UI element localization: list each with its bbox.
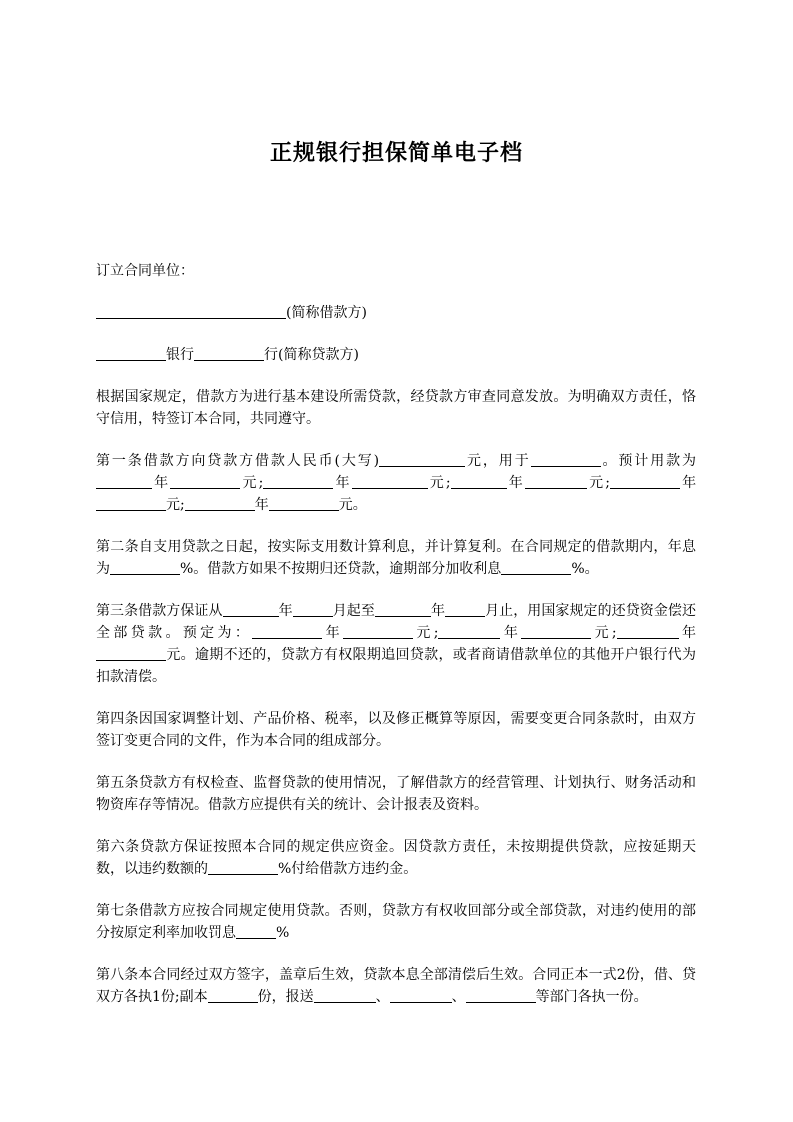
- article-2-text-3: %。: [571, 561, 599, 577]
- repay-start-month-blank[interactable]: [293, 601, 333, 617]
- year-label: 年: [278, 603, 293, 619]
- article-5: [96, 772, 696, 816]
- recipient-2-blank[interactable]: [390, 987, 452, 1003]
- borrower-name-blank[interactable]: [96, 303, 286, 319]
- year-label: 年: [152, 475, 171, 491]
- use-year-5-blank[interactable]: [185, 495, 255, 511]
- lender-branch-suffix: 行(简称贷款方): [264, 347, 359, 363]
- article-8-text-1: 第八条本合同经过双方签字，盖章后生效，贷款本息全部清偿后生效。合同正本一式2份，借、贷双方各执1份;副本: [96, 967, 696, 1005]
- repay-start-year-blank[interactable]: [223, 601, 279, 617]
- use-amount-4-blank[interactable]: [96, 495, 166, 511]
- article-4-text: 第四条因国家调整计划、产品价格、税率，以及修正概算等原因，需要变更合同条款时，由双方签订变更合同的文件，作为本合同的组成部分。: [96, 711, 696, 749]
- article-6: [96, 836, 696, 880]
- yuan-label: 元;: [413, 625, 439, 641]
- penalty-rate-blank[interactable]: [208, 859, 278, 875]
- article-6-text-2: %付给借款方违约金。: [278, 861, 418, 877]
- year-label: 年: [506, 475, 525, 491]
- lender-branch-blank[interactable]: [194, 345, 264, 361]
- yuan-label: 元;: [427, 475, 451, 491]
- penalty-interest-blank[interactable]: [236, 923, 276, 939]
- loan-amount-blank[interactable]: [379, 451, 465, 467]
- article-2-text-2: %。借款方如果不按期归还贷款，逾期部分加收利息: [180, 561, 502, 577]
- borrower-suffix: (简称借款方): [286, 305, 367, 321]
- plan-amount-2-blank[interactable]: [521, 623, 591, 639]
- article-3-text-3: 月止，用国家规定的还贷资金偿还全部贷款。预定为：: [96, 603, 696, 641]
- article-2-text-1: 第二条自支用贷款之日起，按实际支用数计算利息，并计算复利。在合同规定的借款期内，年息为: [96, 539, 696, 577]
- plan-amount-1-blank[interactable]: [343, 623, 413, 639]
- use-year-4-blank[interactable]: [610, 473, 680, 489]
- article-7: [96, 900, 696, 944]
- article-8: [96, 964, 696, 1008]
- lender-bank-blank[interactable]: [96, 345, 166, 361]
- plan-year-2-blank[interactable]: [438, 623, 500, 639]
- article-2: [96, 536, 696, 580]
- recipient-1-blank[interactable]: [314, 987, 376, 1003]
- year-label: 年: [500, 625, 522, 641]
- document-title: 正规银行担保简单电子档: [269, 141, 523, 166]
- repay-end-month-blank[interactable]: [445, 601, 485, 617]
- year-label: 年: [322, 625, 344, 641]
- year-label: 年: [430, 603, 446, 619]
- article-8-text-2: 份，报送: [257, 989, 314, 1005]
- year-label: 年: [678, 625, 697, 641]
- article-3-text-2: 月起至: [332, 603, 375, 619]
- plan-year-3-blank[interactable]: [617, 623, 679, 639]
- yuan-label: 元;: [591, 625, 617, 641]
- loan-purpose-blank[interactable]: [531, 451, 601, 467]
- repay-end-year-blank[interactable]: [375, 601, 431, 617]
- article-3-text-1: 第三条借款方保证从: [96, 603, 223, 619]
- article-5-text: 第五条贷款方有权检查、监督贷款的使用情况，了解借款方的经营管理、计划执行、财务活动和物资库存等情况。借款方应提供有关的统计、会计报表及资料。: [96, 775, 696, 813]
- recipient-3-blank[interactable]: [466, 987, 536, 1003]
- intro-text: 根据国家规定，借款方为进行基本建设所需贷款，经贷款方审查同意发放。为明确双方责任，恪守信用，特签订本合同，共同遵守。: [96, 389, 696, 427]
- year-label: 年: [254, 497, 269, 513]
- lender-bank-label: 银行: [166, 347, 194, 363]
- borrower-line: [96, 302, 696, 324]
- parties-heading-text: 订立合同单位：: [96, 263, 194, 279]
- yuan-end-label: 元。: [338, 497, 367, 513]
- plan-year-1-blank[interactable]: [252, 623, 322, 639]
- separator: 、: [375, 989, 390, 1005]
- use-amount-3-blank[interactable]: [525, 473, 587, 489]
- parties-heading: [96, 260, 696, 282]
- article-1-text-1: 第一条借款方向贷款方借款人民币(大写): [96, 453, 380, 469]
- use-amount-2-blank[interactable]: [352, 473, 428, 489]
- article-8-text-3: 等部门各执一份。: [535, 989, 648, 1005]
- use-year-3-blank[interactable]: [451, 473, 507, 489]
- lender-line: [96, 344, 696, 366]
- article-4: [96, 708, 696, 752]
- article-1: [96, 450, 696, 516]
- use-amount-5-blank[interactable]: [269, 495, 339, 511]
- copies-count-blank[interactable]: [208, 987, 258, 1003]
- yuan-label: 元;: [240, 475, 264, 491]
- article-3-text-4: 元。逾期不还的，贷款方有权限期追回贷款，或者商请借款单位的其他开户银行代为扣款清偿。: [96, 647, 696, 685]
- separator: 、: [451, 989, 466, 1005]
- plan-amount-3-blank[interactable]: [96, 645, 166, 661]
- overdue-rate-blank[interactable]: [501, 559, 571, 575]
- year-label: 年: [679, 475, 697, 491]
- article-1-text-2: 元，用于: [465, 453, 531, 469]
- use-amount-1-blank[interactable]: [170, 473, 240, 489]
- use-year-2-blank[interactable]: [263, 473, 333, 489]
- yuan-label: 元;: [586, 475, 610, 491]
- article-3: [96, 600, 696, 688]
- article-7-text-2: %: [276, 925, 290, 941]
- annual-rate-blank[interactable]: [110, 559, 180, 575]
- year-label: 年: [333, 475, 352, 491]
- article-1-text-3: 。预计用款为: [600, 453, 697, 469]
- intro-paragraph: [96, 386, 696, 430]
- article-6-text-1: 第六条贷款方保证按照本合同的规定供应资金。因贷款方责任，未按期提供贷款，应按延期天数，以违约数额的: [96, 839, 696, 877]
- use-year-1-blank[interactable]: [96, 473, 152, 489]
- article-7-text-1: 第七条借款方应按合同规定使用贷款。否则，贷款方有权收回部分或全部贷款，对违约使用的部分按原定利率加收罚息: [96, 903, 696, 941]
- yuan-label: 元;: [166, 497, 185, 513]
- contract-body: [96, 260, 696, 1028]
